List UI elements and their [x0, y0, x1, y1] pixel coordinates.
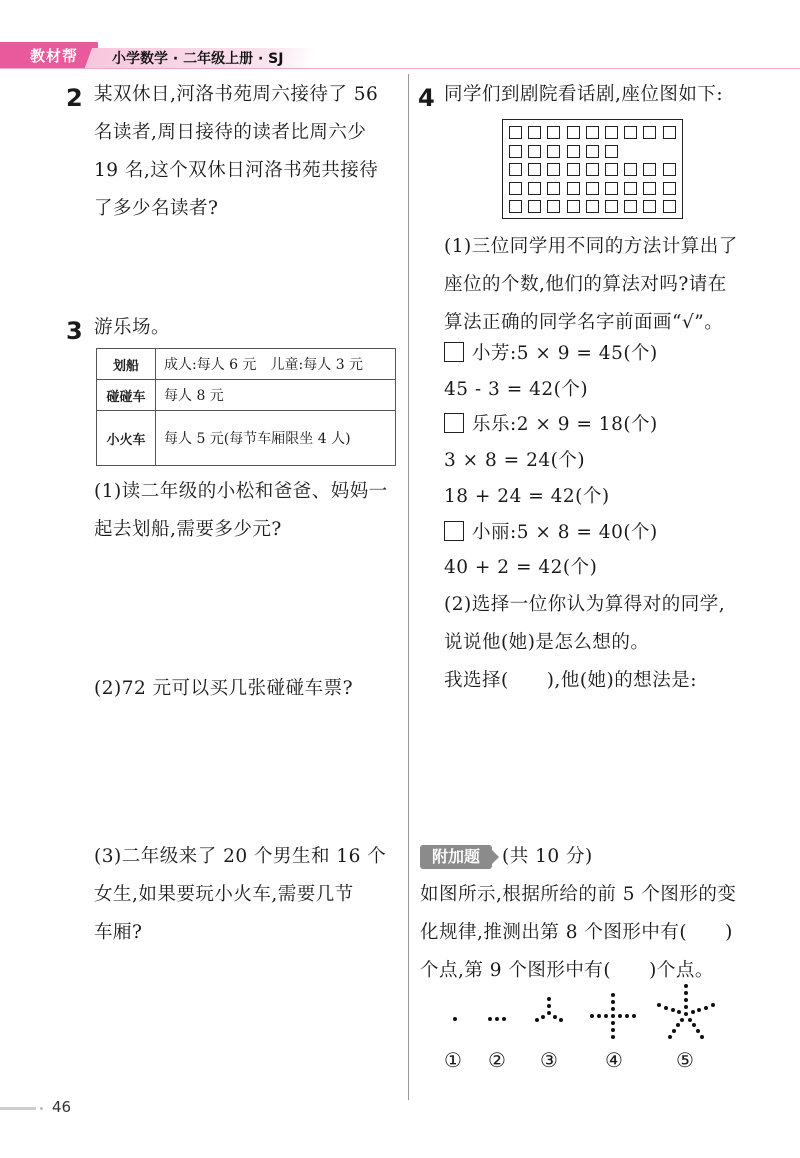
q3-part1-line: 起去划船,需要多少元? [94, 519, 282, 540]
header-title: 小学数学 · 二年级上册 · SJ [112, 51, 284, 67]
calc-text: 小丽:5 × 8 = 40(个) [472, 521, 658, 543]
pattern-dot [535, 1018, 539, 1022]
q3-part2: (2)72 元可以买几张碰碰车票? [94, 678, 354, 699]
pattern-dot [495, 1017, 499, 1021]
q3-part3-line: 车厢? [94, 922, 143, 943]
bonus-badge: 附加题 [420, 845, 492, 869]
calc-text: 乐乐:2 × 9 = 18(个) [472, 414, 658, 436]
pattern-dot [611, 1000, 615, 1004]
table-price: 每人 8 元 [156, 380, 396, 411]
pattern-dot [664, 1006, 668, 1010]
pattern-dot [632, 1014, 636, 1018]
pattern-dot [692, 1023, 696, 1027]
figure-label: ③ [540, 1048, 558, 1072]
pattern-dot [684, 1005, 688, 1009]
bonus-line: 如图所示,根据所给的前 5 个图形的变 [420, 884, 737, 905]
page-number: 46 [52, 1098, 72, 1116]
q3-title: 游乐场。 [94, 317, 171, 338]
pattern-dot [684, 998, 688, 1002]
pattern-dot [604, 1014, 608, 1018]
pattern-dot [611, 1035, 615, 1039]
table-item: 小火车 [97, 411, 156, 466]
calc-text: 3 × 8 = 24(个) [444, 450, 586, 472]
q4-part1-line: 算法正确的同学名字前面画“√”。 [444, 312, 724, 333]
pattern-dot [711, 1003, 715, 1007]
figure-label: ② [488, 1048, 506, 1072]
q4-part2-line: (2)选择一位你认为算得对的同学, [444, 594, 726, 615]
pattern-dot [691, 1010, 695, 1014]
pattern-dot [684, 984, 688, 988]
pattern-dot [688, 1018, 692, 1022]
pattern-dot [618, 1014, 622, 1018]
q4-part1-line: (1)三位同学用不同的方法计算出了 [444, 236, 738, 257]
pattern-dot [677, 1010, 681, 1014]
bonus-score: (共 10 分) [502, 846, 593, 867]
pattern-dot [553, 1015, 557, 1019]
pattern-dot [697, 1008, 701, 1012]
q4-part2-line: 我选择( ),他(她)的想法是: [444, 670, 697, 691]
pattern-dot [453, 1017, 457, 1021]
pattern-dot [700, 1035, 704, 1039]
q3-part3-line: (3)二年级来了 20 个男生和 16 个 [94, 846, 387, 867]
footer-dot [40, 1107, 43, 1110]
pattern-dot [671, 1008, 675, 1012]
pattern-dot [611, 1028, 615, 1032]
pattern-dot [704, 1006, 708, 1010]
pattern-dot [657, 1003, 661, 1007]
q3-number: 3 [66, 317, 83, 345]
q2-line: 名读者,周日接待的读者比周六少 [94, 122, 367, 143]
pattern-dot [502, 1017, 506, 1021]
pattern-dot [611, 1014, 615, 1018]
pattern-dot [559, 1018, 563, 1022]
pattern-dot [611, 1007, 615, 1011]
calc-text: 小芳:5 × 9 = 45(个) [472, 343, 658, 364]
q3-part1-line: (1)读二年级的小松和爸爸、妈妈一 [94, 481, 388, 502]
q4-title: 同学们到剧院看话剧,座位图如下: [444, 84, 724, 105]
q4-part2-line: 说说他(她)是怎么想的。 [444, 632, 650, 653]
pattern-dot [590, 1014, 594, 1018]
pattern-dot [488, 1017, 492, 1021]
pattern-dot [611, 993, 615, 997]
pattern-dot [676, 1023, 680, 1027]
footer-bar [0, 1107, 36, 1110]
q4-number: 4 [418, 84, 435, 112]
table-item: 划船 [97, 349, 156, 380]
header-badge-label: 教材帮 [30, 47, 79, 65]
q2-number: 2 [66, 84, 83, 112]
pattern-dot [597, 1014, 601, 1018]
pattern-dot [547, 1004, 551, 1008]
table-item: 碰碰车 [97, 380, 156, 411]
figure-label: ④ [605, 1048, 623, 1072]
pattern-dot [696, 1029, 700, 1033]
figure-label: ⑤ [676, 1048, 694, 1072]
figure-label: ① [444, 1048, 462, 1072]
pattern-dot [547, 1011, 551, 1015]
q3-part3-line: 女生,如果要玩小火车,需要几节 [94, 884, 354, 905]
bonus-line: 化规律,推测出第 8 个图形中有( ) [420, 922, 733, 943]
calc-text: 40 + 2 = 42(个) [444, 557, 598, 579]
pattern-dot [547, 997, 551, 1001]
table-price: 每人 5 元(每节车厢限坐 4 人) [156, 411, 396, 466]
pattern-dot [625, 1014, 629, 1018]
pattern-dot [672, 1029, 676, 1033]
pattern-dot [611, 1021, 615, 1025]
pattern-dot [680, 1018, 684, 1022]
q4-part1-line: 座位的个数,他们的算法对吗?请在 [444, 274, 727, 295]
pattern-dot [668, 1035, 672, 1039]
q2-line: 19 名,这个双休日河洛书苑共接待 [94, 160, 379, 181]
calc-text: 45 - 3 = 42(个) [444, 378, 589, 400]
calc-text: 18 + 24 = 42(个) [444, 485, 610, 507]
table-price: 成人:每人 6 元 儿童:每人 3 元 [156, 349, 396, 380]
pattern-dot [684, 991, 688, 995]
pattern-dot [684, 1012, 688, 1016]
q2-line: 某双休日,河洛书苑周六接待了 56 [94, 84, 379, 105]
pattern-dot [541, 1015, 545, 1019]
bonus-line: 个点,第 9 个图形中有( )个点。 [420, 960, 714, 981]
q2-line: 了多少名读者? [94, 198, 219, 219]
